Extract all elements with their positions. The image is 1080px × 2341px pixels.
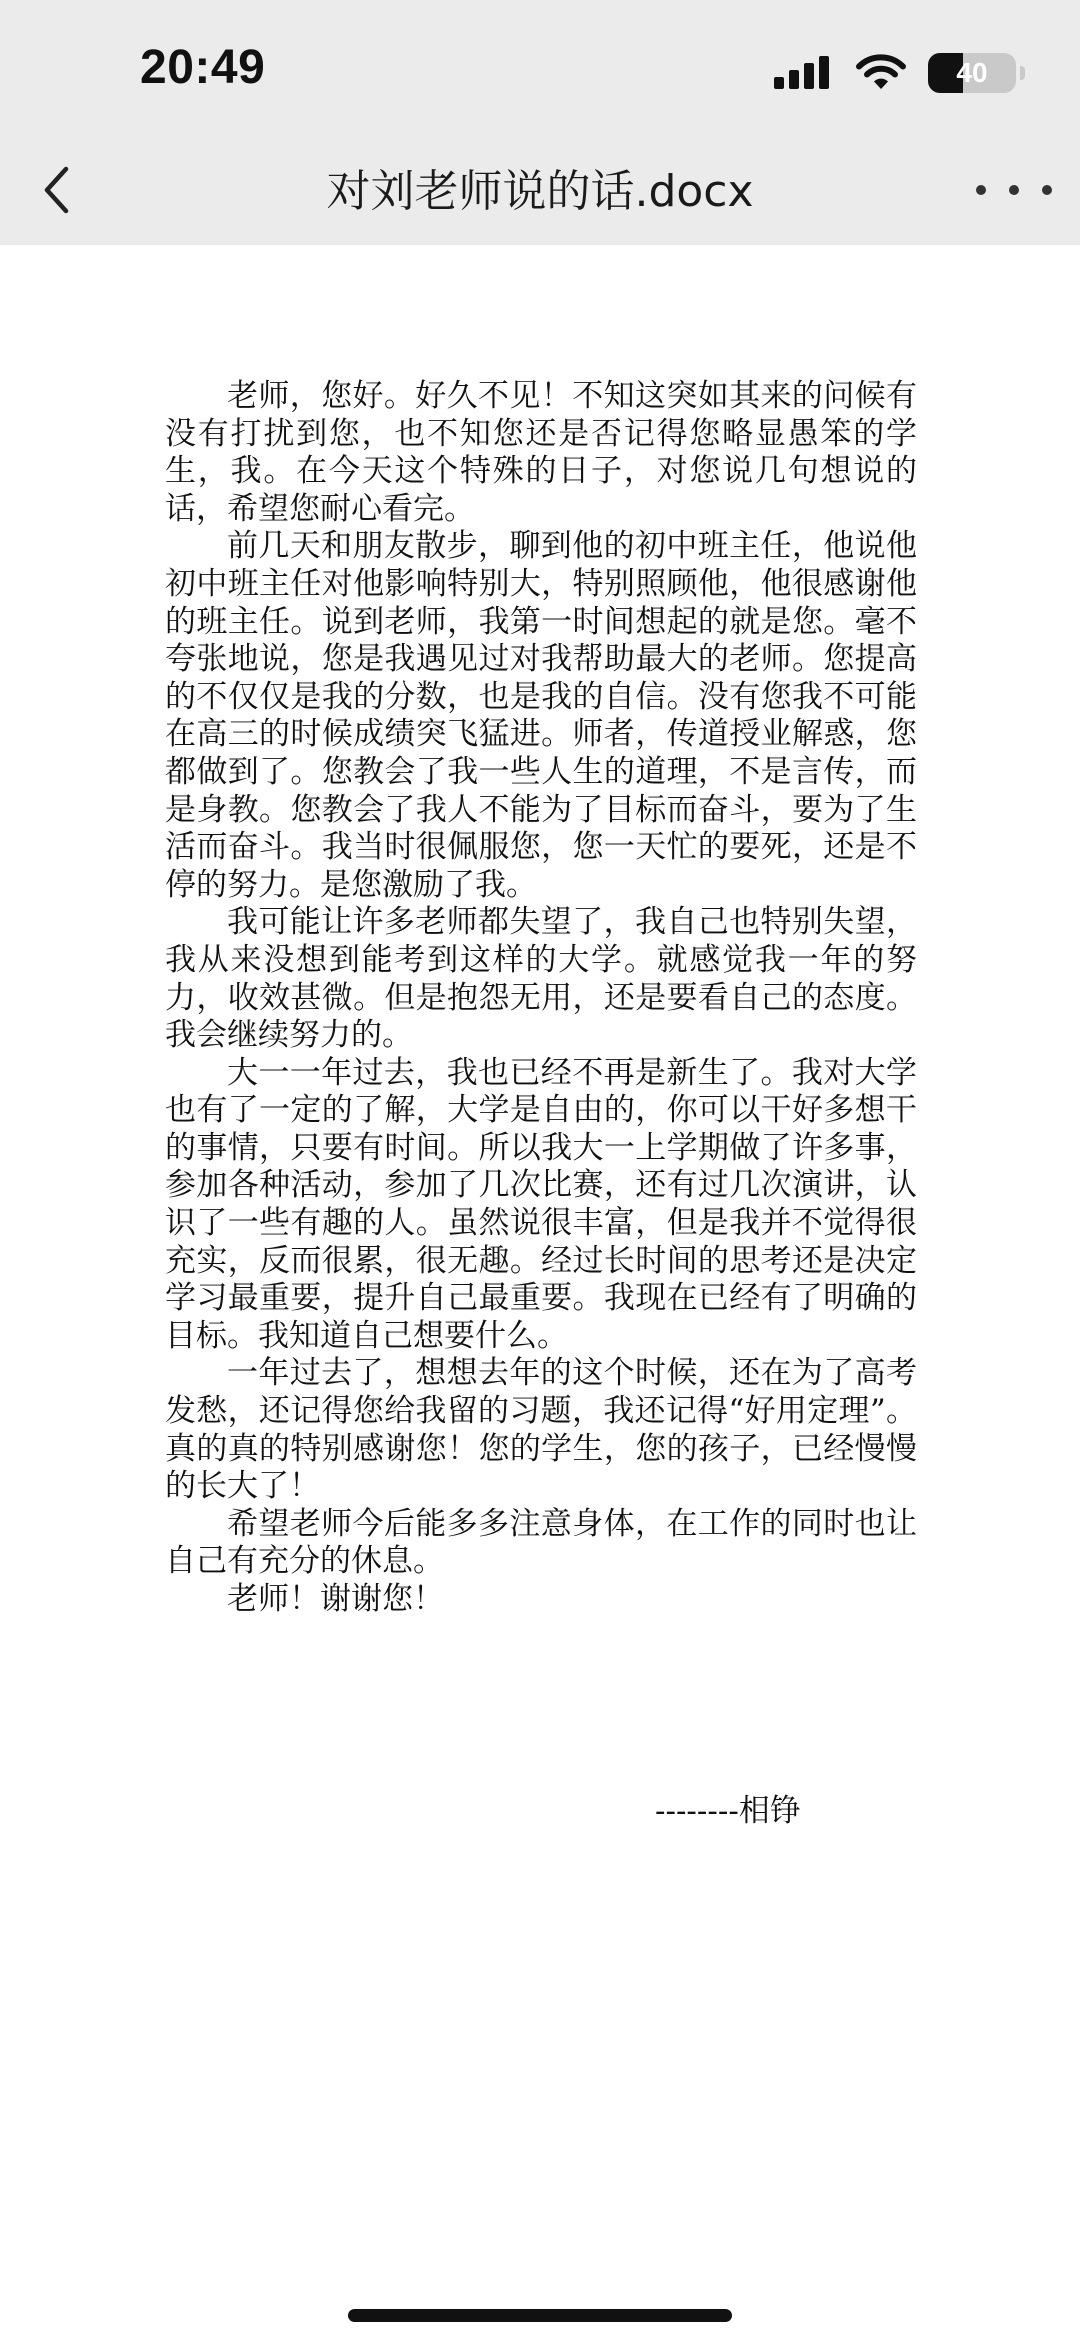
back-button[interactable] xyxy=(28,150,84,230)
signature: --------相铮 xyxy=(655,1793,801,1829)
home-indicator[interactable] xyxy=(348,2309,732,2322)
status-time: 20:49 xyxy=(140,41,266,94)
cellular-signal-icon xyxy=(774,53,834,93)
paragraph: 大一一年过去，我也已经不再是新生了。我对大学也有了一定的了解，大学是自由的，你可以干好多想干的事情，只要有时间。所以我大一上学期做了许多事，参加各种活动，参加了几次比赛，还有过几次演讲，认识了一些有趣的人。虽然说很丰富，但是我并不觉得很充实，反而很累，很无趣。经过长时间的思考还是决定学习最重要，提升自己最重要。我现在已经有了明确的目标。我知道自己想要什么。 xyxy=(165,1054,917,1354)
paragraph: 老师，您好。好久不见！不知这突如其来的问候有没有打扰到您，也不知您还是否记得您略显愚笨的学生，我。在今天这个特殊的日子，对您说几句想说的话，希望您耐心看完。 xyxy=(165,378,917,527)
top-bar xyxy=(0,0,1080,245)
paragraph: 老师！谢谢您！ xyxy=(227,1581,444,1617)
document-title: 对刘老师说的话.docx xyxy=(326,166,754,217)
document-body xyxy=(165,378,917,1619)
chevron-left-icon xyxy=(41,165,71,215)
more-horizontal-icon xyxy=(976,185,1052,195)
more-options-button[interactable] xyxy=(976,160,1052,220)
paragraph: 希望老师今后能多多注意身体，在工作的同时也让自己有充分的休息。 xyxy=(165,1505,917,1580)
paragraph: 我可能让许多老师都失望了，我自己也特别失望，我从来没想到能考到这样的大学。就感觉我一年的努力，收效甚微。但是抱怨无用，还是要看自己的态度。我会继续努力的。 xyxy=(165,904,917,1054)
battery-level: 40 xyxy=(956,57,988,88)
paragraph: 一年过去了，想想去年的这个时候，还在为了高考发愁，还记得您给我留的习题，我还记得“好用定理”。真的真的特别感谢您！您的学生，您的孩子，已经慢慢的长大了！ xyxy=(165,1355,917,1505)
status-icons xyxy=(774,50,1016,96)
paragraph: 前几天和朋友散步，聊到他的初中班主任，他说他初中班主任对他影响特别大，特别照顾他，他很感谢他的班主任。说到老师，我第一时间想起的就是您。毫不夸张地说，您是我遇见过对我帮助最大的老师。您提高的不仅仅是我的分数，也是我的自信。没有您我不可能在高三的时候成绩突飞猛进。师者，传道授业解惑，您都做到了。您教会了我一些人生的道理，不是言传，而是身教。您教会了我人不能为了目标而奋斗，要为了生活而奋斗。我当时很佩服您，您一天忙的要死，还是不停的努力。是您激励了我。 xyxy=(165,528,917,903)
wifi-icon xyxy=(854,53,908,93)
battery-icon xyxy=(928,53,1016,93)
